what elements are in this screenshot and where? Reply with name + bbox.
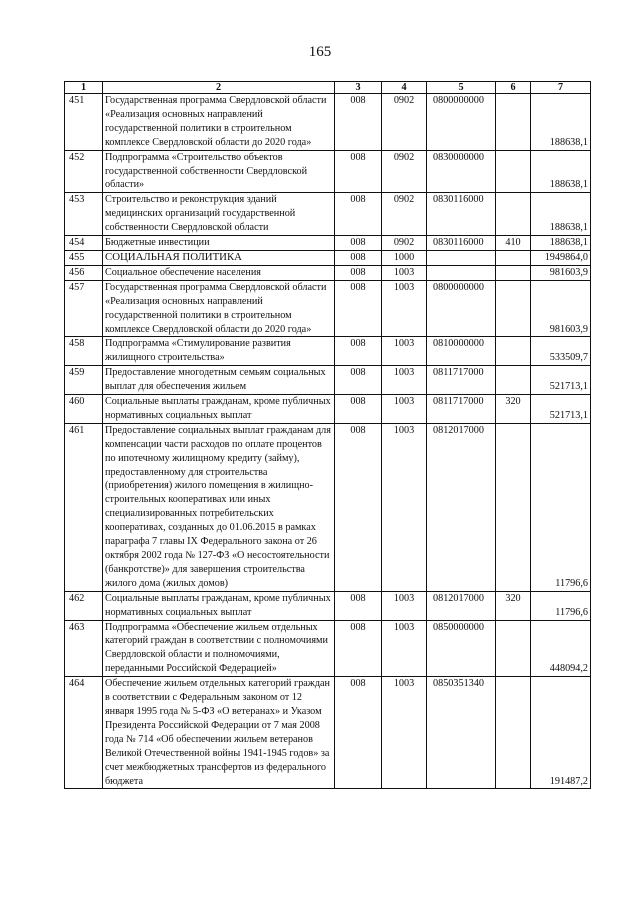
amount-cell: 521713,1	[531, 366, 591, 395]
code-cell: 008	[335, 366, 382, 395]
section-cell: 1003	[382, 620, 427, 677]
amount-cell: 11796,6	[531, 591, 591, 620]
amount-cell: 188638,1	[531, 236, 591, 251]
row-number-cell: 460	[65, 395, 103, 424]
target-article-cell: 0812017000	[427, 591, 496, 620]
amount-cell: 191487,2	[531, 677, 591, 789]
target-article-cell	[427, 250, 496, 265]
expense-type-cell	[496, 337, 531, 366]
expense-type-cell	[496, 280, 531, 337]
target-article-cell: 0850351340	[427, 677, 496, 789]
amount-cell: 188638,1	[531, 193, 591, 236]
row-number-cell: 455	[65, 250, 103, 265]
amount-cell: 448094,2	[531, 620, 591, 677]
row-number-cell: 458	[65, 337, 103, 366]
page-number: 165	[308, 44, 332, 60]
column-header: 5	[427, 82, 496, 94]
amount-cell: 533509,7	[531, 337, 591, 366]
item-name-cell: Предоставление многодетным семьям социальных выплат для обеспечения жильем	[103, 366, 335, 395]
expense-type-cell	[496, 193, 531, 236]
column-header: 6	[496, 82, 531, 94]
target-article-cell: 0830000000	[427, 150, 496, 193]
column-header: 3	[335, 82, 382, 94]
table-row	[65, 193, 591, 236]
code-cell: 008	[335, 236, 382, 251]
section-cell: 1003	[382, 366, 427, 395]
section-cell: 1003	[382, 280, 427, 337]
row-number-cell: 456	[65, 265, 103, 280]
code-cell: 008	[335, 395, 382, 424]
row-number-cell: 451	[65, 94, 103, 151]
column-header: 2	[103, 82, 335, 94]
expense-type-cell: 320	[496, 591, 531, 620]
target-article-cell: 0800000000	[427, 94, 496, 151]
row-number-cell: 462	[65, 591, 103, 620]
expense-type-cell: 410	[496, 236, 531, 251]
item-name-cell: Подпрограмма «Обеспечение жильем отдельных категорий граждан в соответствии с полномочиями Свердловской области и полномочиями, переданными Российской Федерацией»	[103, 620, 335, 677]
row-number-cell: 464	[65, 677, 103, 789]
budget-table	[64, 81, 591, 789]
column-header: 7	[531, 82, 591, 94]
target-article-cell: 0811717000	[427, 395, 496, 424]
target-article-cell: 0800000000	[427, 280, 496, 337]
table-row	[65, 591, 591, 620]
amount-cell: 521713,1	[531, 395, 591, 424]
column-header: 1	[65, 82, 103, 94]
item-name-cell: Подпрограмма «Строительство объектов государственной собственности Свердловской области»	[103, 150, 335, 193]
section-cell: 1003	[382, 591, 427, 620]
code-cell: 008	[335, 677, 382, 789]
code-cell: 008	[335, 150, 382, 193]
target-article-cell: 0812017000	[427, 423, 496, 591]
row-number-cell: 459	[65, 366, 103, 395]
amount-cell: 981603,9	[531, 265, 591, 280]
expense-type-cell	[496, 265, 531, 280]
table-row	[65, 236, 591, 251]
expense-type-cell: 320	[496, 395, 531, 424]
amount-cell: 188638,1	[531, 94, 591, 151]
item-name-cell: Строительство и реконструкция зданий медицинских организаций государственной собственности Свердловской области	[103, 193, 335, 236]
item-name-cell: Социальные выплаты гражданам, кроме публичных нормативных социальных выплат	[103, 591, 335, 620]
item-name-cell: СОЦИАЛЬНАЯ ПОЛИТИКА	[103, 250, 335, 265]
code-cell: 008	[335, 250, 382, 265]
item-name-cell: Социальное обеспечение населения	[103, 265, 335, 280]
table-row	[65, 337, 591, 366]
row-number-cell: 457	[65, 280, 103, 337]
item-name-cell: Подпрограмма «Стимулирование развития жилищного строительства»	[103, 337, 335, 366]
code-cell: 008	[335, 423, 382, 591]
code-cell: 008	[335, 265, 382, 280]
item-name-cell: Социальные выплаты гражданам, кроме публичных нормативных социальных выплат	[103, 395, 335, 424]
expense-type-cell	[496, 94, 531, 151]
section-cell: 0902	[382, 94, 427, 151]
code-cell: 008	[335, 337, 382, 366]
table-row	[65, 265, 591, 280]
section-cell: 1000	[382, 250, 427, 265]
code-cell: 008	[335, 280, 382, 337]
table-row	[65, 366, 591, 395]
section-cell: 1003	[382, 395, 427, 424]
code-cell: 008	[335, 591, 382, 620]
item-name-cell: Государственная программа Свердловской области «Реализация основных направлений государственной политики в строительном комплексе Свердловской области до 2020 года»	[103, 280, 335, 337]
target-article-cell	[427, 265, 496, 280]
item-name-cell: Бюджетные инвестиции	[103, 236, 335, 251]
table-row	[65, 423, 591, 591]
expense-type-cell	[496, 366, 531, 395]
expense-type-cell	[496, 677, 531, 789]
section-cell: 1003	[382, 265, 427, 280]
row-number-cell: 452	[65, 150, 103, 193]
target-article-cell: 0830116000	[427, 193, 496, 236]
amount-cell: 981603,9	[531, 280, 591, 337]
item-name-cell: Обеспечение жильем отдельных категорий граждан в соответствии с Федеральным законом от 12 января 1995 года № 5-ФЗ «О ветеранах» и Указом Президента Российской Федерации от 7 мая 2008 года № 714 «Об обеспечении жильем ветеранов Великой Отечественной войны 1941-1945 годов» за счет межбюджетных трансфертов из федерального бюджета	[103, 677, 335, 789]
section-cell: 0902	[382, 236, 427, 251]
expense-type-cell	[496, 423, 531, 591]
target-article-cell: 0850000000	[427, 620, 496, 677]
column-header: 4	[382, 82, 427, 94]
table-header-row	[65, 82, 591, 94]
table-row	[65, 94, 591, 151]
table-row	[65, 620, 591, 677]
amount-cell: 1949864,0	[531, 250, 591, 265]
table-row	[65, 677, 591, 789]
section-cell: 1003	[382, 677, 427, 789]
section-cell: 1003	[382, 337, 427, 366]
expense-type-cell	[496, 620, 531, 677]
amount-cell: 188638,1	[531, 150, 591, 193]
row-number-cell: 454	[65, 236, 103, 251]
target-article-cell: 0810000000	[427, 337, 496, 366]
table-row	[65, 280, 591, 337]
code-cell: 008	[335, 193, 382, 236]
expense-type-cell	[496, 150, 531, 193]
table-row	[65, 150, 591, 193]
code-cell: 008	[335, 94, 382, 151]
section-cell: 0902	[382, 193, 427, 236]
table-row	[65, 395, 591, 424]
expense-type-cell	[496, 250, 531, 265]
amount-cell: 11796,6	[531, 423, 591, 591]
target-article-cell: 0830116000	[427, 236, 496, 251]
target-article-cell: 0811717000	[427, 366, 496, 395]
row-number-cell: 453	[65, 193, 103, 236]
section-cell: 0902	[382, 150, 427, 193]
item-name-cell: Предоставление социальных выплат гражданам для компенсации части расходов по оплате процентов по ипотечному жилищному кредиту (займу), предоставленному для строительства (приобретения) жилого помещения в жилищно-строительных кооперативах или иных специализированных потребительских кооперативах, созданных до 01.06.2015 в рамках параграфа 7 главы IX Федерального закона от 26 октября 2002 года № 127-ФЗ «О несостоятельности (банкротстве)» для завершения строительства жилого дома (жилых домов)	[103, 423, 335, 591]
item-name-cell: Государственная программа Свердловской области «Реализация основных направлений государственной политики в строительном комплексе Свердловской области до 2020 года»	[103, 94, 335, 151]
table-row	[65, 250, 591, 265]
row-number-cell: 463	[65, 620, 103, 677]
code-cell: 008	[335, 620, 382, 677]
row-number-cell: 461	[65, 423, 103, 591]
section-cell: 1003	[382, 423, 427, 591]
